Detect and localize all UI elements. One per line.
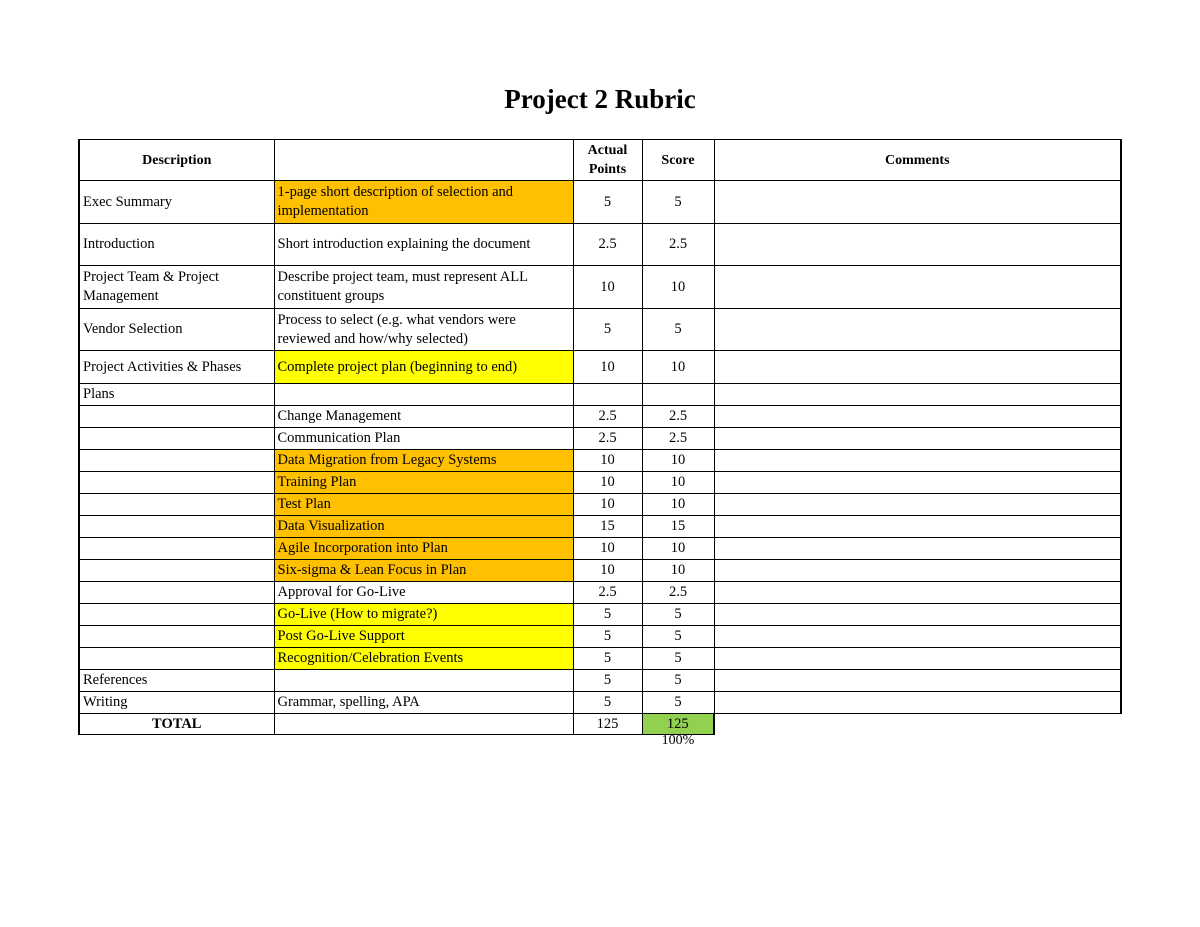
row-description: Plans [79, 384, 274, 406]
table-row [79, 351, 1121, 384]
row-description: Project Activities & Phases [79, 351, 274, 384]
row-detail: Complete project plan (beginning to end) [274, 351, 573, 384]
table-row [79, 472, 1121, 494]
row-description [79, 516, 274, 538]
row-actual-points: 10 [573, 266, 642, 309]
row-description [79, 604, 274, 626]
header-actual-points: Actual Points [573, 140, 642, 181]
total-comments-empty [714, 714, 1121, 735]
row-score: 10 [642, 560, 714, 582]
rubric-table [78, 139, 1122, 735]
row-comments[interactable] [714, 181, 1121, 224]
row-comments[interactable] [714, 604, 1121, 626]
row-comments[interactable] [714, 538, 1121, 560]
table-row [79, 560, 1121, 582]
row-score: 10 [642, 450, 714, 472]
row-score: 10 [642, 538, 714, 560]
row-score: 5 [642, 670, 714, 692]
header-detail [274, 140, 573, 181]
row-detail: Training Plan [274, 472, 573, 494]
row-actual-points: 2.5 [573, 224, 642, 266]
row-comments[interactable] [714, 450, 1121, 472]
table-row [79, 582, 1121, 604]
row-detail: Describe project team, must represent ALL constituent groups [274, 266, 573, 309]
row-score: 10 [642, 494, 714, 516]
total-row [79, 714, 1121, 735]
row-actual-points: 5 [573, 181, 642, 224]
row-description [79, 472, 274, 494]
table-row [79, 692, 1121, 714]
row-comments[interactable] [714, 560, 1121, 582]
row-actual-points: 2.5 [573, 406, 642, 428]
row-score: 5 [642, 604, 714, 626]
row-comments[interactable] [714, 692, 1121, 714]
row-description: Introduction [79, 224, 274, 266]
row-comments[interactable] [714, 494, 1121, 516]
row-detail: 1-page short description of selection and implementation [274, 181, 573, 224]
row-score: 5 [642, 626, 714, 648]
page-title: Project 2 Rubric [504, 84, 696, 114]
row-description [79, 406, 274, 428]
row-detail: Go-Live (How to migrate?) [274, 604, 573, 626]
row-score: 5 [642, 692, 714, 714]
row-detail: Data Migration from Legacy Systems [274, 450, 573, 472]
header-description: Description [79, 140, 274, 181]
row-description [79, 428, 274, 450]
row-actual-points: 2.5 [573, 428, 642, 450]
row-description [79, 450, 274, 472]
row-description [79, 494, 274, 516]
row-description: Project Team & Project Management [79, 266, 274, 309]
row-description: References [79, 670, 274, 692]
header-comments: Comments [714, 140, 1121, 181]
row-score: 5 [642, 309, 714, 351]
row-detail: Short introduction explaining the document [274, 224, 573, 266]
row-detail: Agile Incorporation into Plan [274, 538, 573, 560]
row-actual-points [573, 384, 642, 406]
row-detail: Post Go-Live Support [274, 626, 573, 648]
row-actual-points: 10 [573, 538, 642, 560]
row-score [642, 384, 714, 406]
table-row [79, 309, 1121, 351]
table-row [79, 224, 1121, 266]
row-detail: Grammar, spelling, APA [274, 692, 573, 714]
row-actual-points: 5 [573, 309, 642, 351]
row-score: 15 [642, 516, 714, 538]
table-row [79, 516, 1121, 538]
table-row [79, 181, 1121, 224]
row-detail: Test Plan [274, 494, 573, 516]
row-comments[interactable] [714, 648, 1121, 670]
row-actual-points: 5 [573, 604, 642, 626]
table-row [79, 670, 1121, 692]
row-actual-points: 10 [573, 351, 642, 384]
table-row [79, 428, 1121, 450]
row-comments[interactable] [714, 309, 1121, 351]
rubric-body [79, 181, 1121, 714]
row-score: 2.5 [642, 406, 714, 428]
row-actual-points: 5 [573, 648, 642, 670]
row-comments[interactable] [714, 582, 1121, 604]
total-points: 125 [573, 714, 642, 735]
row-description [79, 626, 274, 648]
row-detail: Change Management [274, 406, 573, 428]
row-score: 10 [642, 351, 714, 384]
row-comments[interactable] [714, 406, 1121, 428]
row-comments[interactable] [714, 224, 1121, 266]
row-actual-points: 15 [573, 516, 642, 538]
row-actual-points: 5 [573, 626, 642, 648]
row-actual-points: 10 [573, 450, 642, 472]
row-actual-points: 10 [573, 472, 642, 494]
row-score: 2.5 [642, 582, 714, 604]
row-comments[interactable] [714, 626, 1121, 648]
total-percent: 100% [661, 733, 695, 748]
row-description [79, 582, 274, 604]
row-comments[interactable] [714, 384, 1121, 406]
row-description [79, 648, 274, 670]
row-detail [274, 670, 573, 692]
row-score: 10 [642, 266, 714, 309]
header-score: Score [642, 140, 714, 181]
row-score: 5 [642, 648, 714, 670]
row-comments[interactable] [714, 351, 1121, 384]
row-detail: Approval for Go-Live [274, 582, 573, 604]
row-comments[interactable] [714, 472, 1121, 494]
table-row [79, 626, 1121, 648]
row-detail: Data Visualization [274, 516, 573, 538]
row-score: 2.5 [642, 224, 714, 266]
table-row [79, 648, 1121, 670]
row-score: 5 [642, 181, 714, 224]
row-actual-points: 5 [573, 670, 642, 692]
row-actual-points: 10 [573, 560, 642, 582]
row-actual-points: 10 [573, 494, 642, 516]
row-description: Exec Summary [79, 181, 274, 224]
row-detail: Recognition/Celebration Events [274, 648, 573, 670]
table-row [79, 538, 1121, 560]
row-detail: Communication Plan [274, 428, 573, 450]
table-row [79, 604, 1121, 626]
row-detail: Process to select (e.g. what vendors were reviewed and how/why selected) [274, 309, 573, 351]
row-comments[interactable] [714, 670, 1121, 692]
row-score: 2.5 [642, 428, 714, 450]
row-comments[interactable] [714, 266, 1121, 309]
table-row [79, 494, 1121, 516]
row-description: Vendor Selection [79, 309, 274, 351]
row-description [79, 560, 274, 582]
row-comments[interactable] [714, 428, 1121, 450]
total-score: 125 [642, 714, 714, 735]
row-description [79, 538, 274, 560]
table-row [79, 406, 1121, 428]
table-row [79, 450, 1121, 472]
row-score: 10 [642, 472, 714, 494]
row-detail: Six-sigma & Lean Focus in Plan [274, 560, 573, 582]
row-actual-points: 2.5 [573, 582, 642, 604]
table-row [79, 384, 1121, 406]
row-detail [274, 384, 573, 406]
total-label: TOTAL [79, 714, 274, 735]
table-row [79, 266, 1121, 309]
total-detail [274, 714, 573, 735]
row-comments[interactable] [714, 516, 1121, 538]
row-description: Writing [79, 692, 274, 714]
row-actual-points: 5 [573, 692, 642, 714]
